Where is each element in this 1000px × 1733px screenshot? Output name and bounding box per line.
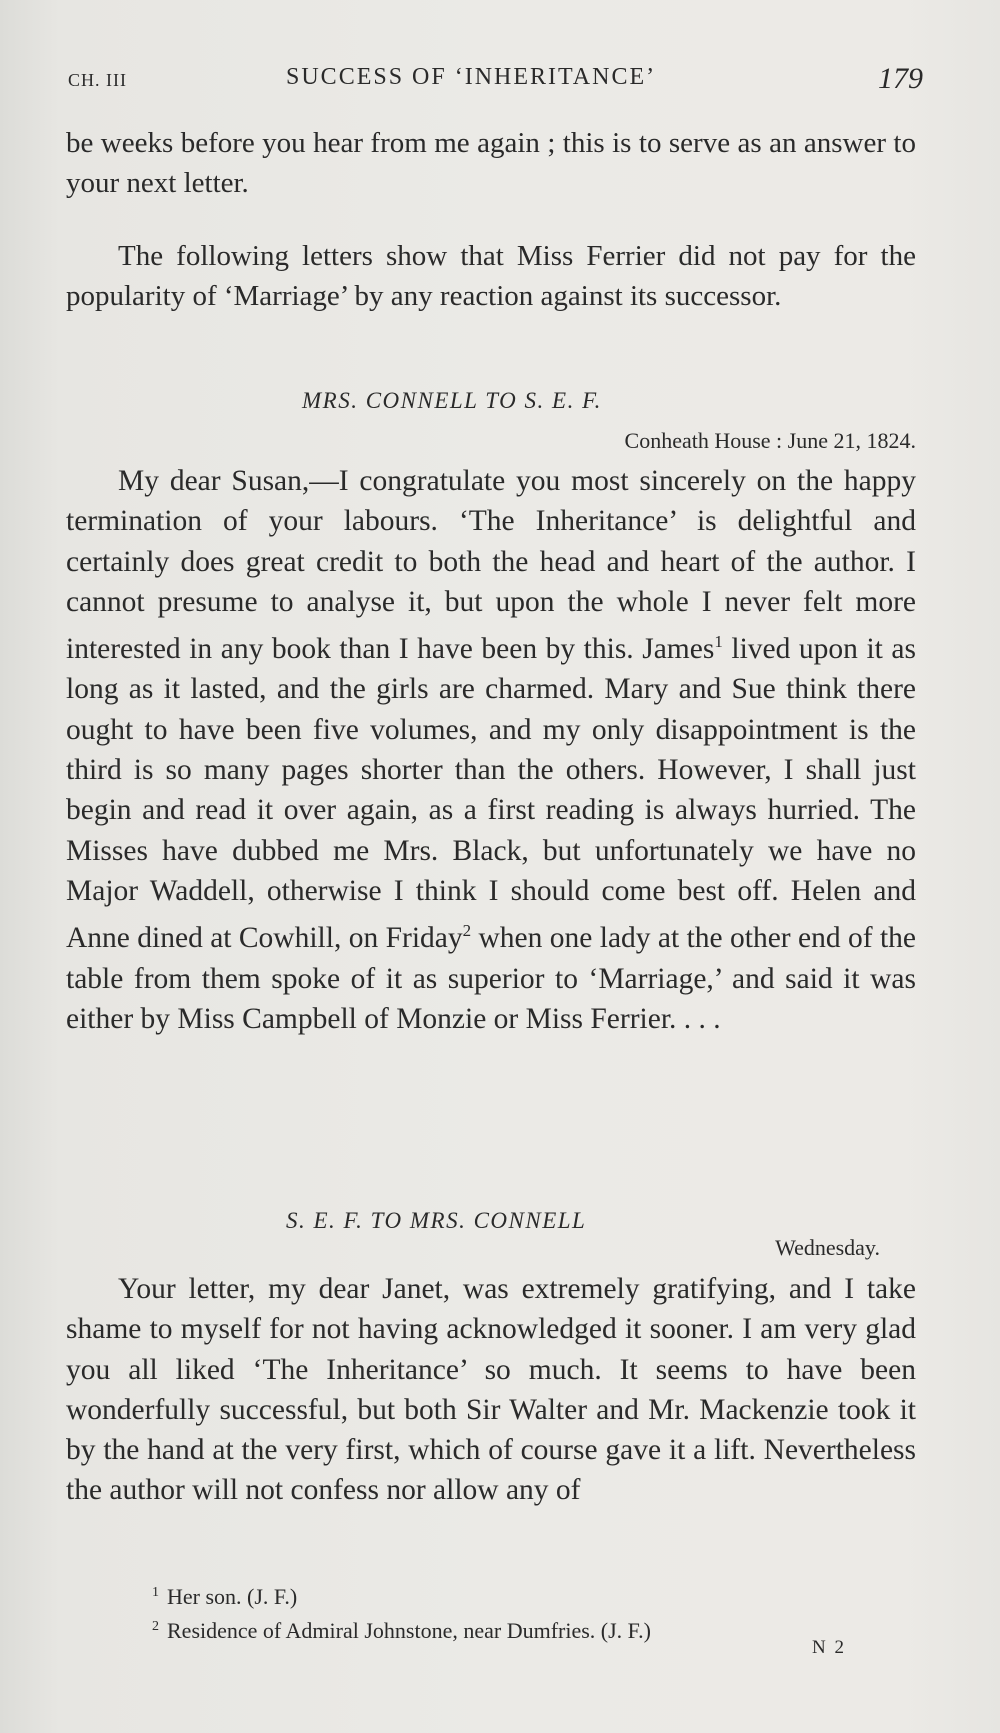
footnote — [152, 1612, 651, 1646]
letter-body-part: lived upon it as long as it lasted, and the girls are charmed. Mary and Sue think there ought to have been five volumes, and my only disappointment is the third is so many pages shorter than the others. However, I shall just begin and read it over again, as a first reading is always hurried. The Misses have dubbed me Mrs. Black, but unfortunately we have no Major Waddell, otherwise I think I should come best off. Helen and Anne dined at Cowhill, on Friday — [66, 633, 916, 955]
footnote-text: Residence of Admiral Johnstone, near Dumfries. (J. F.) — [167, 1618, 651, 1643]
letter-body-part: My dear Susan,—I congratulate you most sincerely on the happy termination of your labours. ‘The Inheritance’ is delightful and certainly does great credit to both the head and heart of the author. I cannot presume to analyse it, but upon the whole I never felt more interested in any book than I have been by this. James — [66, 465, 916, 666]
footnote-text: Her son. (J. F.) — [167, 1584, 298, 1609]
running-title: SUCCESS OF ‘INHERITANCE’ — [286, 64, 657, 90]
footnote-mark: 1 — [152, 1585, 159, 1600]
footnote-mark: 2 — [152, 1619, 159, 1634]
letter-dateline: Wednesday. — [775, 1235, 880, 1260]
page-number: 179 — [878, 62, 923, 95]
letter-heading: MRS. CONNELL TO S. E. F. — [302, 388, 602, 413]
footnote — [152, 1578, 651, 1612]
letter-body: Your letter, my dear Janet, was extremely gratifying, and I take shame to myself for not having acknowledged it sooner. I am very glad you all liked ‘The Inheritance’ so much. It seems to have been wonderfully successful, but both Sir Walter and Mr. Mackenzie took it by the hand at the very first, which of course gave it a lift. Nevertheless the author will not confess nor allow any of — [66, 1273, 916, 1507]
chapter-label: CH. III — [68, 70, 127, 90]
running-head — [68, 62, 923, 102]
signature-mark: N 2 — [812, 1637, 846, 1658]
intro-paragraph: The following letters show that Miss Ferrier did not pay for the popularity of ‘Marriage’ by any reaction against its successor. — [66, 240, 916, 313]
opening-text: be weeks before you hear from me again ; this is to serve as an answer to your next letter. — [66, 127, 916, 200]
letter-dateline: Conheath House : June 21, 1824. — [624, 428, 916, 453]
footnotes — [152, 1578, 651, 1646]
footnote-reference: 1 — [714, 632, 723, 652]
letter-body-part: when one lady at the other end of the table from them spoke of it as superior to ‘Marriage,’ and said it was either by Miss Campbell of Monzie or Miss Ferrier. . . . — [66, 922, 916, 1035]
footnote-reference: 2 — [462, 921, 472, 941]
letter-heading: S. E. F. TO MRS. CONNELL — [286, 1208, 587, 1233]
letter-body — [66, 461, 916, 1039]
